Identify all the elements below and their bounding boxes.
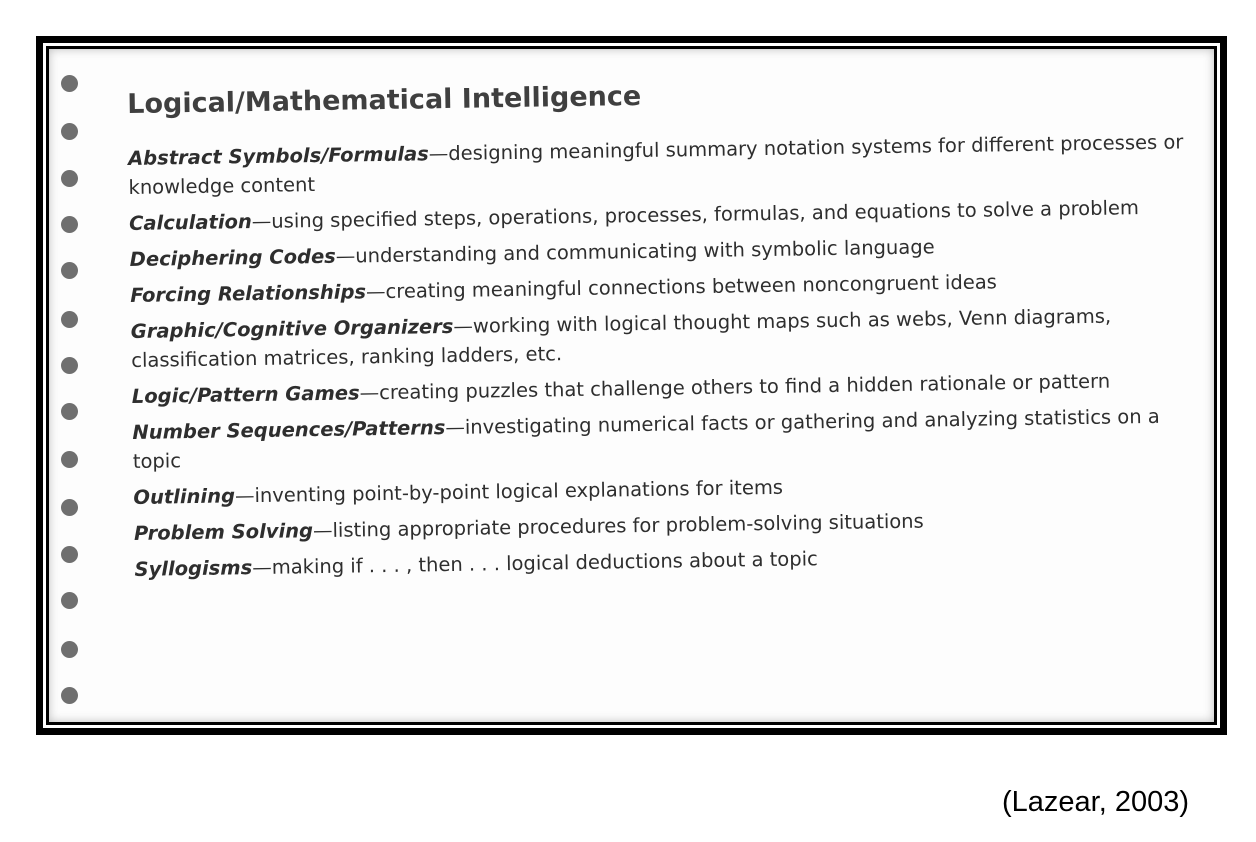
binder-hole-icon [61, 546, 78, 563]
binder-hole-icon [61, 592, 78, 609]
entry-description: —working with logical thought maps such as webs, Venn diagrams, classification matrices, ranking ladders, etc. [131, 304, 1112, 372]
binder-hole-icon [61, 641, 78, 658]
entry-term: Calculation [128, 210, 253, 235]
scanned-page [46, 46, 1217, 725]
list-item [132, 401, 1200, 476]
citation: (Lazear, 2003) [1001, 786, 1189, 818]
entry-term: Logic/Pattern Games [131, 381, 360, 408]
entry-term: Syllogisms [134, 556, 253, 581]
entry-description: —using specified steps, operations, processes, formulas, and equations to solve a problem [251, 196, 1140, 234]
entry-term: Outlining [133, 484, 236, 509]
entry-term: Number Sequences/Patterns [132, 416, 446, 444]
binder-hole-icon [61, 499, 78, 516]
binder-hole-icon [61, 357, 78, 374]
binder-hole-icon [61, 216, 78, 233]
entry-term: Forcing Relationships [130, 280, 367, 307]
entry-description: —making if . . . , then . . . logical deductions about a topic [252, 547, 818, 580]
entry-description: —creating puzzles that challenge others to find a hidden rationale or pattern [359, 369, 1111, 405]
binder-hole-icon [61, 311, 78, 328]
entry-description: —inventing point-by-point logical explanations for items [234, 475, 784, 508]
scanned-card-frame [36, 36, 1227, 735]
list-item [128, 127, 1196, 202]
card-content [127, 72, 1202, 591]
entry-description: —creating meaningful connections between noncongruent ideas [365, 270, 998, 304]
entry-description: —listing appropriate procedures for problem-solving situations [312, 509, 924, 543]
binder-hole-icon [61, 403, 78, 420]
entry-term: Abstract Symbols/Formulas [127, 142, 429, 170]
binder-hole-icon [61, 123, 78, 140]
binder-hole-icon [61, 451, 78, 468]
binder-hole-icon [61, 687, 78, 704]
entry-description: —understanding and communicating with symbolic language [335, 235, 935, 268]
entry-term: Problem Solving [133, 519, 314, 545]
entry-description: —designing meaningful summary notation systems for different processes or knowledge content [128, 130, 1184, 199]
frame-inner-border [43, 43, 1220, 728]
entry-term: Deciphering Codes [129, 244, 336, 271]
entry-term: Graphic/Cognitive Organizers [130, 314, 454, 343]
binder-hole-icon [61, 170, 78, 187]
list-item [131, 300, 1199, 375]
card-title: Logical/Mathematical Intelligence [127, 80, 642, 120]
binder-hole-icon [61, 75, 78, 92]
entry-description: —investigating numerical facts or gathering and analyzing statistics on a topic [132, 404, 1160, 473]
binder-hole-icon [61, 262, 78, 279]
